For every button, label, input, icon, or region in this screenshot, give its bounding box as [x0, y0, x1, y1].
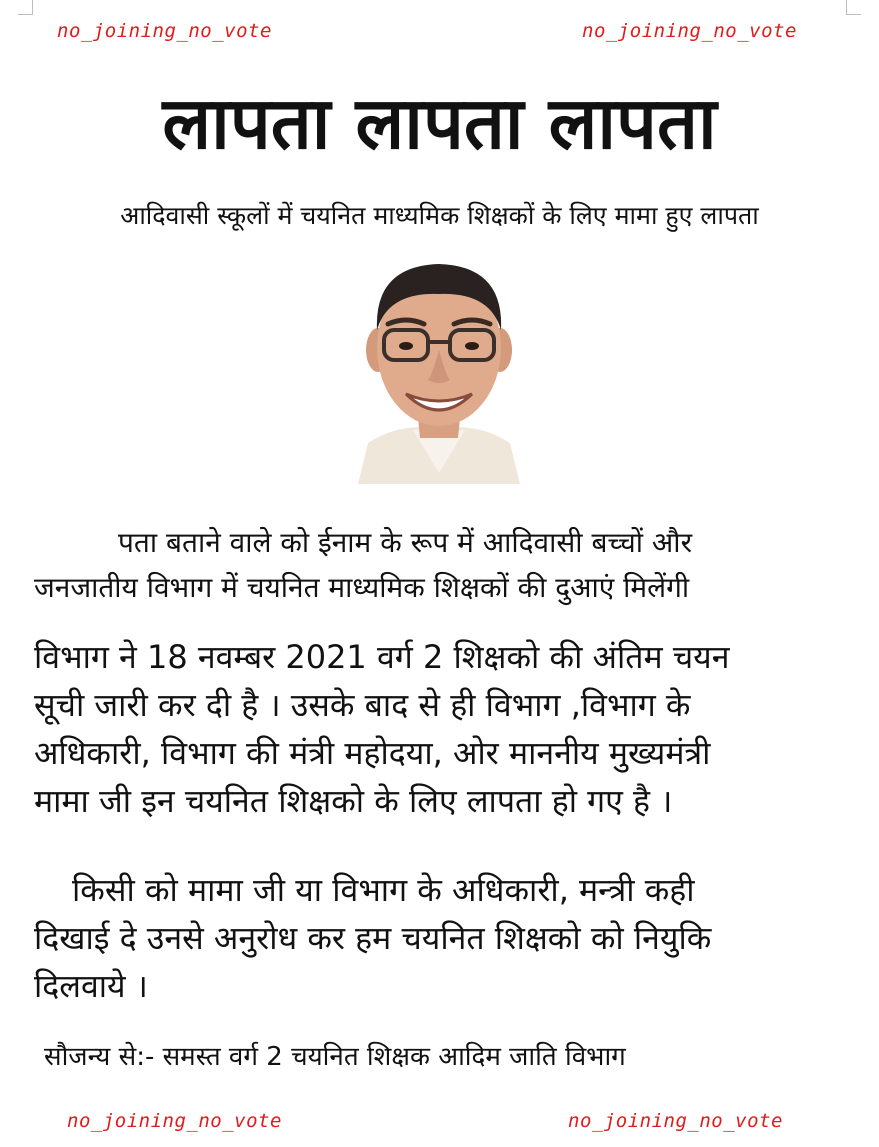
paragraph-1 [34, 633, 864, 825]
portrait-photo [358, 258, 520, 484]
header-tag-right: no_joining_no_vote [582, 20, 797, 42]
page-corner-mark-left [18, 0, 33, 15]
page-subtitle: आदिवासी स्कूलों में चयनित माध्यमिक शिक्षकों के लिए मामा हुए लापता [120, 201, 759, 230]
paragraph-1-line-2: सूची जारी कर दी है । उसके बाद से ही विभाग ,विभाग के [34, 686, 691, 724]
paragraph-2-line-1: किसी को मामा जी या विभाग के अधिकारी, मन्त्री कही [72, 871, 695, 909]
header-tag-left: no_joining_no_vote [57, 20, 272, 42]
paragraph-2-line-2: दिखाई दे उनसे अनुरोध कर हम चयनित शिक्षको को नियुकि [34, 919, 712, 957]
credit-line: सौजन्य से:- समस्त वर्ग 2 चयनित शिक्षक आदिम जाति विभाग [44, 1042, 626, 1072]
footer-tag-left: no_joining_no_vote [67, 1110, 282, 1132]
paragraph-2 [34, 866, 864, 1010]
page-title: लापता लापता लापता [162, 81, 717, 165]
reward-line-1: पता बताने वाले को ईनाम के रूप में आदिवासी बच्चों और [118, 526, 693, 559]
paragraph-1-line-3: अधिकारी, विभाग की मंत्री महोदया, ओर माननीय मुख्यमंत्री [34, 734, 711, 772]
paragraph-2-line-3: दिलवाये । [34, 967, 148, 1005]
reward-text [34, 520, 864, 610]
portrait-illustration [358, 258, 520, 484]
footer-tag-right: no_joining_no_vote [568, 1110, 783, 1132]
page-corner-mark-right [846, 0, 861, 15]
paragraph-1-line-1: विभाग ने 18 नवम्बर 2021 वर्ग 2 शिक्षको की अंतिम चयन [34, 638, 730, 676]
reward-line-2: जनजातीय विभाग में चयनित माध्यमिक शिक्षकों की दुआएं मिलेंगी [34, 571, 690, 604]
paragraph-1-line-4: मामा जी इन चयनित शिक्षको के लिए लापता हो गए है । [34, 782, 673, 820]
